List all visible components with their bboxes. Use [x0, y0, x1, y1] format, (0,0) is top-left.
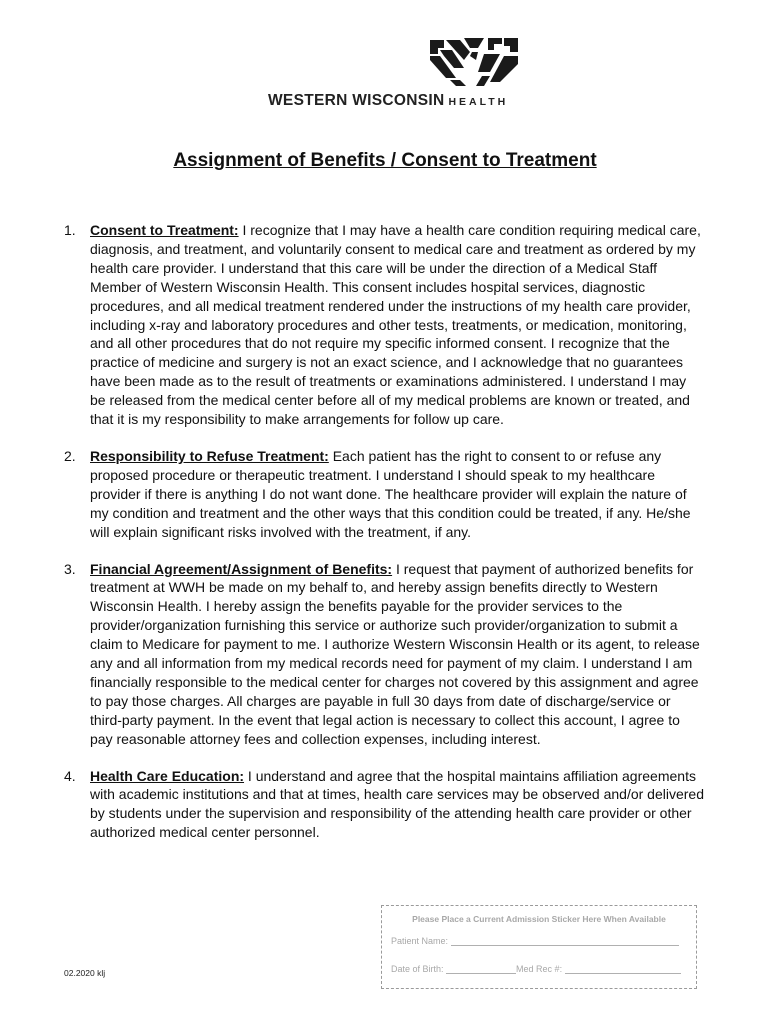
dob-field[interactable] [446, 963, 516, 974]
med-rec-field[interactable] [565, 963, 681, 974]
item-number: 4. [64, 767, 76, 784]
org-suffix: HEALTH [448, 96, 509, 108]
consent-item [64, 560, 704, 749]
item-heading: Responsibility to Refuse Treatment: [90, 447, 329, 464]
org-logo-text [268, 92, 518, 110]
org-name: WESTERN WISCONSIN [268, 92, 445, 109]
sticker-title: Please Place a Current Admission Sticker Here When Available [412, 914, 666, 924]
item-text: I recognize that I may have a health care condition requiring medical care, diagnosis, and treatment, and voluntarily consent to medical care and treatment as ordered by my health care provider. I understand that this care will be under the direction of a Medical Staff Member of Western Wisconsin Health. This consent includes hospital services, diagnostic procedures, and all medical treatment rendered under the instructions of my health care provider, including x-ray and laboratory procedures and other tests, treatments, or medication, monitoring, and all other procedures that do not require my specific informed consent. I recognize that the practice of medicine and surgery is not an exact science, and I acknowledge that no guarantees have been made as to the result of treatments or examinations administered. I understand I may be released from the medical center before all of my medical problems are known or treated, and that it is my responsibility to make arrangements for follow up care. [90, 222, 701, 428]
document-title: Assignment of Benefits / Consent to Treatment [173, 150, 597, 171]
item-text: I request that payment of authorized benefits for treatment at WWH be made on my behalf to, and hereby assign benefits directly to Western Wisconsin Health. I hereby assign the benefits payable for the provider services to the provider/organization furnishing this service or authorize such provider/organization to submit a claim to Medicare for payment to me. I authorize Western Wisconsin Health or its agent, to release any and all information from my medical records need for payment of my claim. I understand I am financially responsible to the medical center for charges not covered by this assignment and agree to pay those charges. All charges are payable in full 30 days from date of discharge/service or third-party payment. In the event that legal action is necessary to collect this account, I agree to pay reasonable attorney fees and collection expenses, including interest. [90, 560, 700, 747]
item-heading: Health Care Education: [90, 767, 245, 784]
item-text: Each patient has the right to consent to or refuse any proposed procedure or therapeutic treatment. I understand I should speak to my healthcare provider if there is anything I do not want done. The healthcare provider will explain the nature of my condition and treatment and the other ways that this condition could be treated, if any. He/she will explain significant risks involved with the treatment, if any. [90, 447, 691, 540]
consent-item [64, 447, 704, 542]
item-heading: Financial Agreement/Assignment of Benefits: [90, 560, 393, 577]
patient-name-label: Patient Name: [391, 936, 449, 946]
consent-item [64, 767, 704, 843]
logo-icon [430, 38, 518, 86]
item-heading: Consent to Treatment: [90, 222, 239, 238]
med-rec-label: Med Rec #: [516, 964, 563, 974]
consent-items [64, 221, 704, 860]
consent-item [64, 221, 704, 429]
admission-sticker-box [381, 905, 697, 989]
dob-medrec-row [391, 963, 681, 974]
item-number: 3. [64, 560, 76, 577]
patient-name-row [391, 935, 679, 946]
item-text: I understand and agree that the hospital maintains affiliation agreements with academic institutions and that at times, health care services may be observed and/or delivered by students under the supervision and responsibility of the attending health care provider or other authorized medical center personnel. [90, 767, 704, 841]
patient-name-field[interactable] [451, 935, 679, 946]
item-number: 1. [64, 222, 76, 238]
item-number: 2. [64, 447, 76, 464]
dob-label: Date of Birth: [391, 964, 444, 974]
form-revision-code: 02.2020 klj [64, 968, 106, 978]
